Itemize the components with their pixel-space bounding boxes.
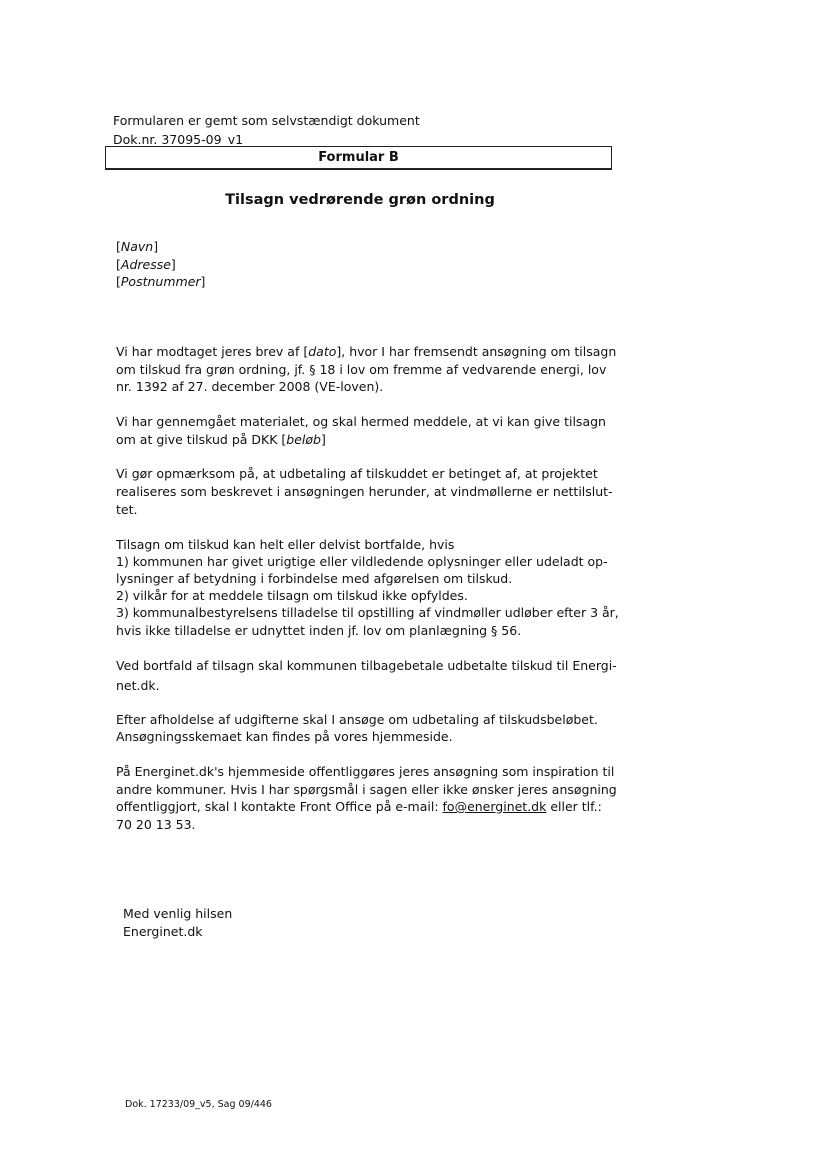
text-span: om at give tilskud på DKK [ <box>116 432 287 447</box>
recipient-postal: [Postnummer] <box>116 274 206 289</box>
closing-greeting: Med venlig hilsen <box>123 906 233 921</box>
paragraph-7-line <box>116 798 602 816</box>
paragraph-4-line: 1) kommunen har givet urigtige eller vildledende oplysninger eller udeladt op- <box>116 554 608 569</box>
paragraph-4-line: hvis ikke tilladelse er udnyttet inden jf. lov om planlægning § 56. <box>116 623 522 638</box>
paragraph-4-line: 2) vilkår for at meddele tilsagn om tilskud ikke opfyldes. <box>116 588 468 603</box>
text-span: ], hvor I har fremsendt ansøgning om tilsagn <box>336 344 617 359</box>
paragraph-7-line: På Energinet.dk's hjemmeside offentliggøres jeres ansøgning som inspiration til <box>116 764 615 779</box>
paragraph-2-line: Vi har gennemgået materialet, og skal hermed meddele, at vi kan give tilsagn <box>116 414 606 429</box>
form-label-box <box>105 146 612 170</box>
paragraph-5-line: net.dk. <box>116 678 160 693</box>
recipient-postal-value: Postnummer <box>120 274 201 289</box>
paragraph-1-line: nr. 1392 af 27. december 2008 (VE-loven). <box>116 379 384 394</box>
text-span: Vi har modtaget jeres brev af [ <box>116 344 309 359</box>
paragraph-5-line: Ved bortfald af tilsagn skal kommunen tilbagebetale udbetalte tilskud til Energi- <box>116 658 617 673</box>
text-span: eller tlf.: <box>546 799 602 814</box>
paragraph-4-line: lysninger af betydning i forbindelse med afgørelsen om tilskud. <box>116 571 513 586</box>
paragraph-3-line: realiseres som beskrevet i ansøgningen herunder, at vindmøllerne er nettilslut- <box>116 484 613 499</box>
recipient-name: [Navn] <box>116 239 159 254</box>
closing-sender: Energinet.dk <box>123 924 203 939</box>
recipient-address: [Adresse] <box>116 257 176 272</box>
paragraph-4-line: 3) kommunalbestyrelsens tilladelse til opstilling af vindmøller udløber efter 3 år, <box>116 605 619 620</box>
form-label: Formular B <box>318 150 399 165</box>
paragraph-7-line: andre kommuner. Hvis I har spørgsmål i sagen eller ikke ønsker jeres ansøgning <box>116 782 617 797</box>
footer-doc-ref: Dok. 17233/09_v5, Sag 09/446 <box>125 1099 272 1110</box>
paragraph-1-line: om tilskud fra grøn ordning, jf. § 18 i lov om fremme af vedvarende energi, lov <box>116 362 607 377</box>
paragraph-4-line: Tilsagn om tilskud kan helt eller delvist bortfalde, hvis <box>116 537 455 552</box>
recipient-address-value: Adresse <box>120 257 171 272</box>
page-title: Tilsagn vedrørende grøn ordning <box>225 192 495 208</box>
paragraph-3-line: tet. <box>116 502 138 517</box>
text-span: ] <box>320 432 326 447</box>
paragraph-1-line <box>116 343 616 361</box>
recipient-name-value: Navn <box>120 239 154 254</box>
email-link[interactable]: fo@energinet.dk <box>442 799 547 814</box>
paragraph-2-line <box>116 431 326 449</box>
paragraph-6-line: Efter afholdelse af udgifterne skal I ansøge om udbetaling af tilskudsbeløbet. <box>116 712 598 727</box>
paragraph-6-line: Ansøgningsskemaet kan findes på vores hjemmeside. <box>116 729 453 744</box>
saved-note: Formularen er gemt som selvstændigt dokument <box>113 113 420 128</box>
doc-number: Dok.nr. 37095-09_v1 <box>113 132 244 147</box>
paragraph-7-line: 70 20 13 53. <box>116 817 196 832</box>
amount-placeholder: beløb <box>286 432 321 447</box>
paragraph-3-line: Vi gør opmærksom på, at udbetaling af tilskuddet er betinget af, at projektet <box>116 466 598 481</box>
date-placeholder: dato <box>308 344 337 359</box>
text-span: offentliggjort, skal I kontakte Front Office på e-mail: <box>116 799 443 814</box>
